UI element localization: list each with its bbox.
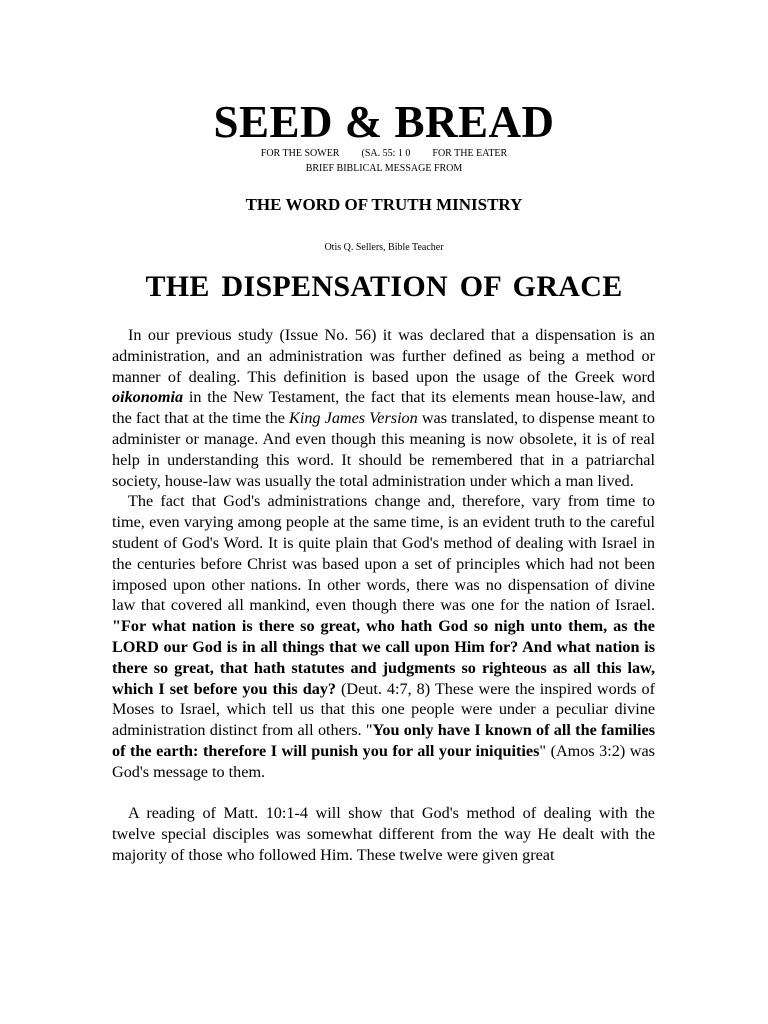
p1-text-c: in the New Testament, the fact that its elements mean house-law, and the fact that at the time the — [112, 388, 655, 428]
p2-text-c: (Deut. 4:7, 8) These were the inspired words of Moses to Israel, which tell us that this one people were under a peculiar divine administration distinct from all others. " — [112, 679, 655, 740]
article-body — [112, 325, 655, 866]
paragraph-2 — [112, 491, 655, 782]
masthead-subtagline: BRIEF BIBLICAL MESSAGE FROM — [305, 163, 463, 174]
p1-text-a: In our previous study (Issue No. 56) it was declared that a dispensation is an administration, and an administration was further defined as being a method or manner of dealing. This definition is based upon the usage of the Greek word — [112, 326, 655, 386]
teacher-credit: Otis Q. Sellers, Bible Teacher — [324, 242, 444, 253]
paragraph-1 — [112, 325, 655, 491]
p2-text-a: The fact that God's administrations change and, therefore, vary from time to time, even varying among people at the same time, is an evident truth to the careful student of God's Word. It is quite plain that God's method of dealing with Israel in the centuries before Christ was based upon a set of principles which had not been imposed upon other nations. In other words, there was no dispensation of divine law that covered all mankind, even though there was one for the nation of Israel. — [112, 492, 655, 615]
p1-greek-word: oikonomia — [112, 388, 184, 407]
p1-kjv: King James Version — [289, 409, 418, 428]
p1-text-e: was translated, to dispense meant to administer or manage. And even though this meaning is now obsolete, it is of real help in understanding this word. It should be remembered that in a patriarchal society, house-law was usually the total administration under which a man lived. — [112, 409, 655, 490]
tagline-eater: FOR THE EATER — [432, 148, 508, 159]
p2-quote-deut: "For what nation is there so great, who hath God so nigh unto them, as the LORD our God is in all things that we call upon Him for? And what nation is there so great, that hath statutes and judgments so righteous as all this law, which I set before you this day? — [112, 617, 655, 698]
paragraph-3: A reading of Matt. 10:1-4 will show that God's method of dealing with the twelve special disciples was somewhat different from the way He dealt with the majority of those who followed Him. These twelve were given great — [112, 804, 655, 864]
tagline-reference: (SA. 55: 1 0 — [361, 148, 411, 159]
ministry-name: THE WORD OF TRUTH MINISTRY — [245, 195, 523, 214]
p2-quote-amos: You only have I known of all the families of the earth: therefore I will punish you for all your iniquities — [112, 721, 655, 760]
masthead-tagline — [0, 147, 768, 161]
p2-text-e: " (Amos 3:2) was God's message to them. — [112, 741, 655, 781]
tagline-sower: FOR THE SOWER — [260, 148, 340, 159]
masthead-title: SEED & BREAD — [213, 97, 555, 147]
article-title: THE DISPENSATION OF GRACE — [145, 270, 623, 303]
